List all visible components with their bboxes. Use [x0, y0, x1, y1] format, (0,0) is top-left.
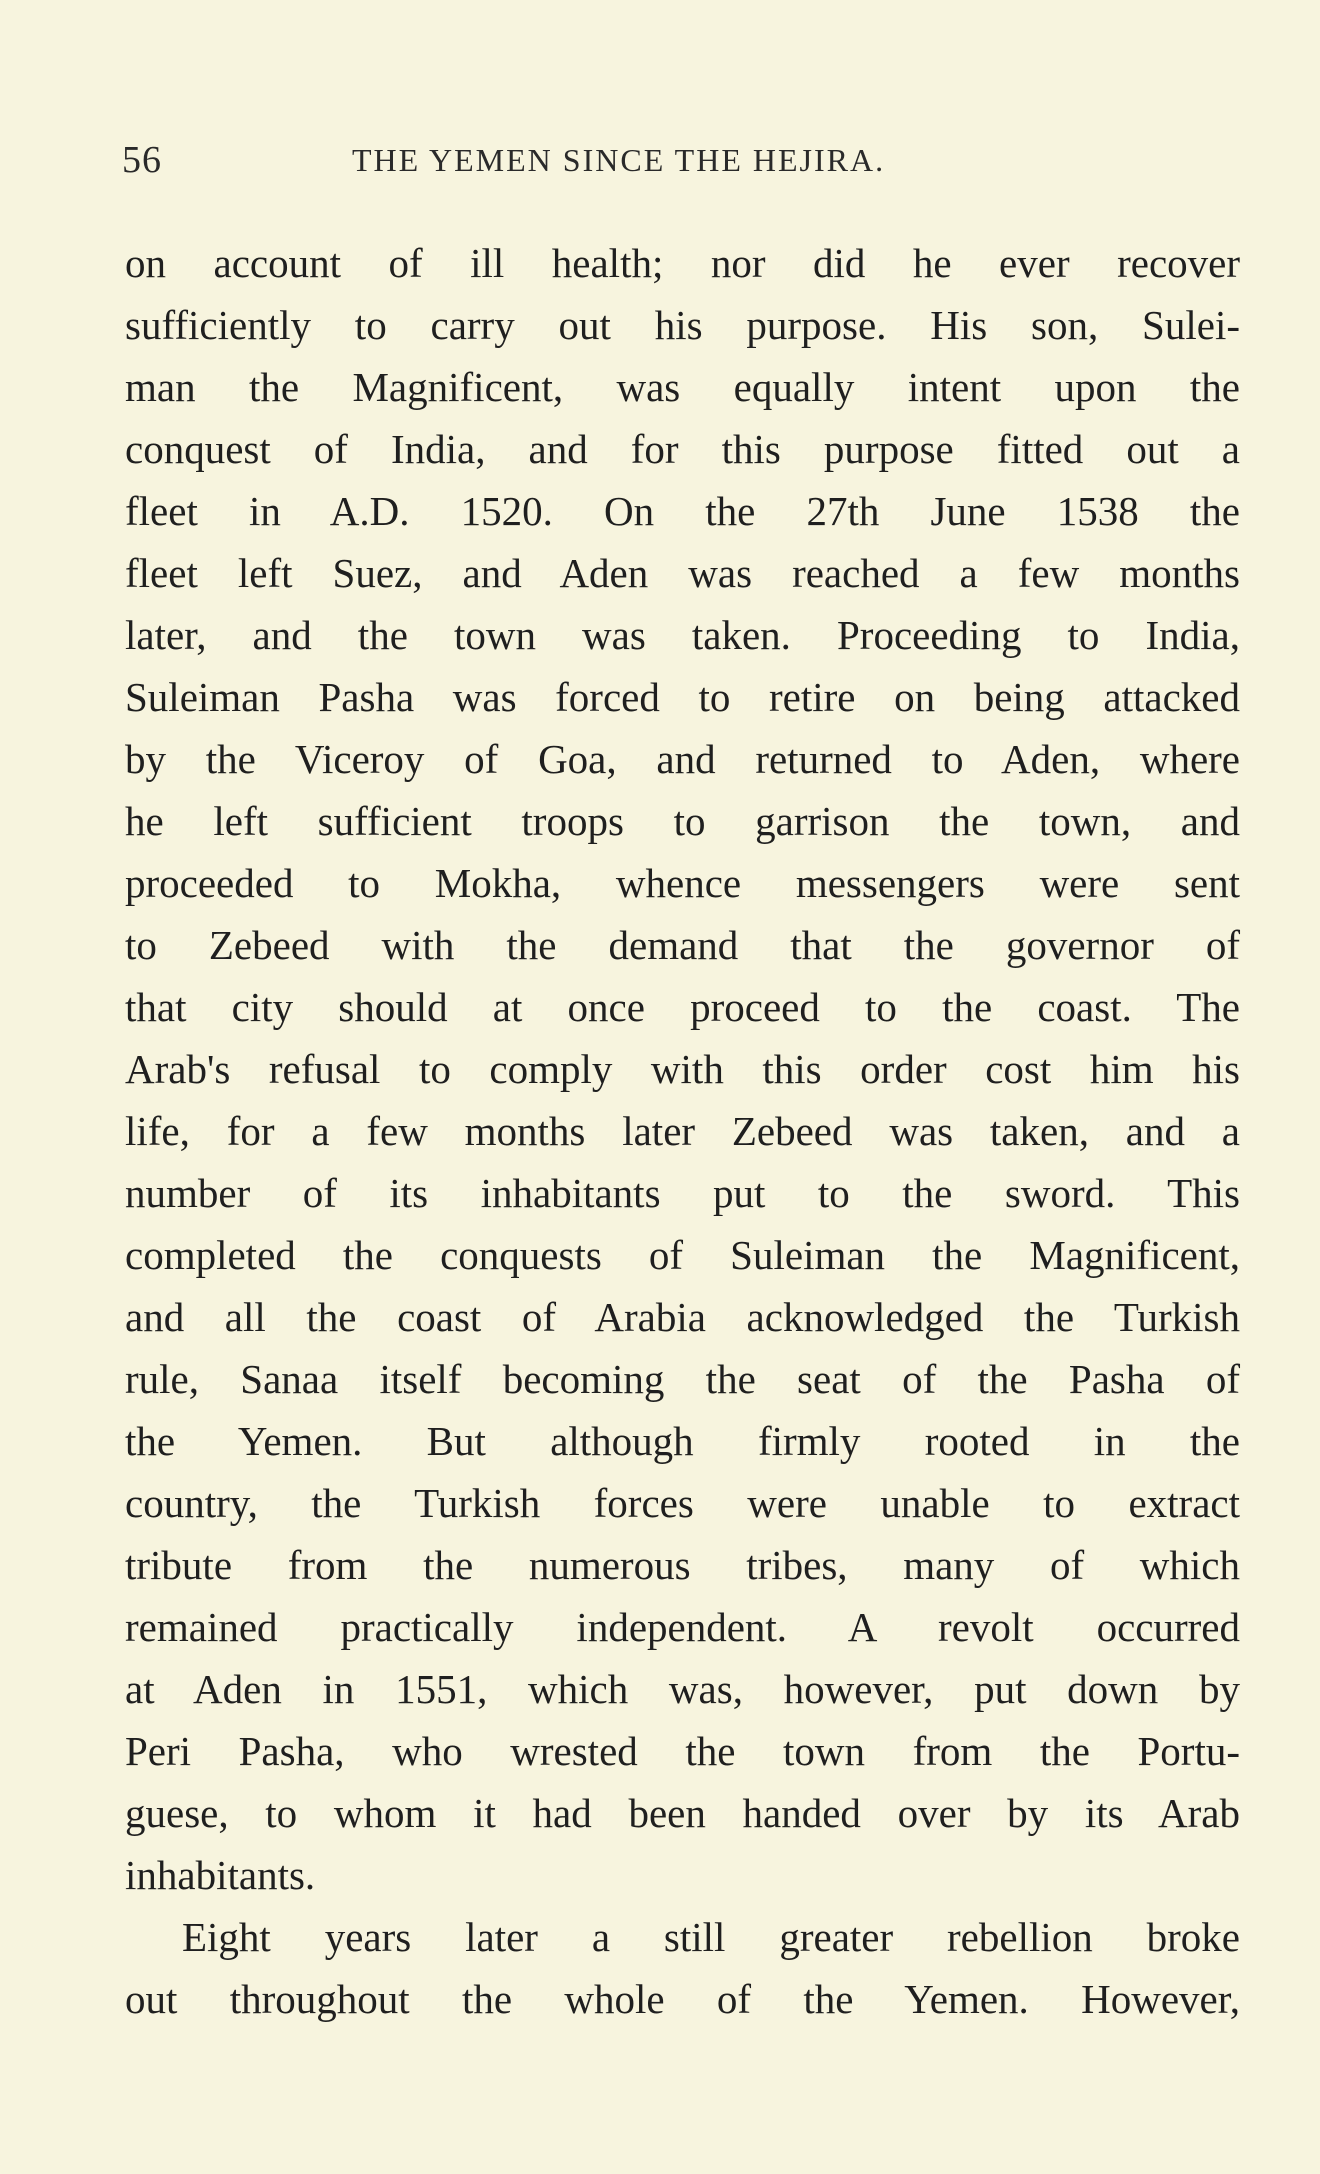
text-line: on account of ill health; nor did he ever recover [125, 240, 1240, 286]
text-line: fleet in A.D. 1520. On the 27th June 1538 the [125, 488, 1240, 534]
text-line: Suleiman Pasha was forced to retire on being attacked [125, 674, 1240, 720]
body-text [125, 232, 1240, 2030]
text-line: country, the Turkish forces were unable to extract [125, 1480, 1240, 1526]
text-line: inhabitants. [125, 1852, 316, 1898]
text-line: he left sufficient troops to garrison the town, and [125, 798, 1240, 844]
text-line: at Aden in 1551, which was, however, put down by [125, 1666, 1240, 1712]
text-line: life, for a few months later Zebeed was taken, and a [125, 1108, 1240, 1154]
text-line: proceeded to Mokha, whence messengers were sent [125, 860, 1240, 906]
text-line: that city should at once proceed to the coast. The [125, 984, 1240, 1030]
text-line: the Yemen. But although firmly rooted in the [125, 1418, 1240, 1464]
text-line: conquest of India, and for this purpose fitted out a [125, 426, 1240, 472]
text-line: and all the coast of Arabia acknowledged the Turkish [125, 1294, 1240, 1340]
text-line: fleet left Suez, and Aden was reached a few months [125, 550, 1240, 596]
text-line: later, and the town was taken. Proceeding to India, [125, 612, 1240, 658]
text-line: tribute from the numerous tribes, many of which [125, 1542, 1240, 1588]
running-title: THE YEMEN SINCE THE HEJIRA. [352, 142, 886, 178]
paragraph-2 [125, 1906, 1240, 2030]
running-head [122, 138, 1240, 186]
text-line: rule, Sanaa itself becoming the seat of the Pasha of [125, 1356, 1240, 1402]
text-line: out throughout the whole of the Yemen. However, [125, 1976, 1240, 2022]
text-line: to Zebeed with the demand that the governor of [125, 922, 1240, 968]
text-line: completed the conquests of Suleiman the Magnificent, [125, 1232, 1240, 1278]
text-line: sufficiently to carry out his purpose. His son, Sulei- [125, 302, 1240, 348]
text-line: Arab's refusal to comply with this order cost him his [125, 1046, 1240, 1092]
text-line: Peri Pasha, who wrested the town from the Portu- [125, 1728, 1240, 1774]
text-line: by the Viceroy of Goa, and returned to Aden, where [125, 736, 1240, 782]
text-line: man the Magnificent, was equally intent upon the [125, 364, 1240, 410]
text-line: number of its inhabitants put to the sword. This [125, 1170, 1240, 1216]
text-line: remained practically independent. A revolt occurred [125, 1604, 1240, 1650]
text-line: guese, to whom it had been handed over by its Arab [125, 1790, 1240, 1836]
page-number: 56 [122, 139, 162, 181]
text-line: Eight years later a still greater rebellion broke [182, 1914, 1240, 1960]
paragraph-1 [125, 232, 1240, 1906]
